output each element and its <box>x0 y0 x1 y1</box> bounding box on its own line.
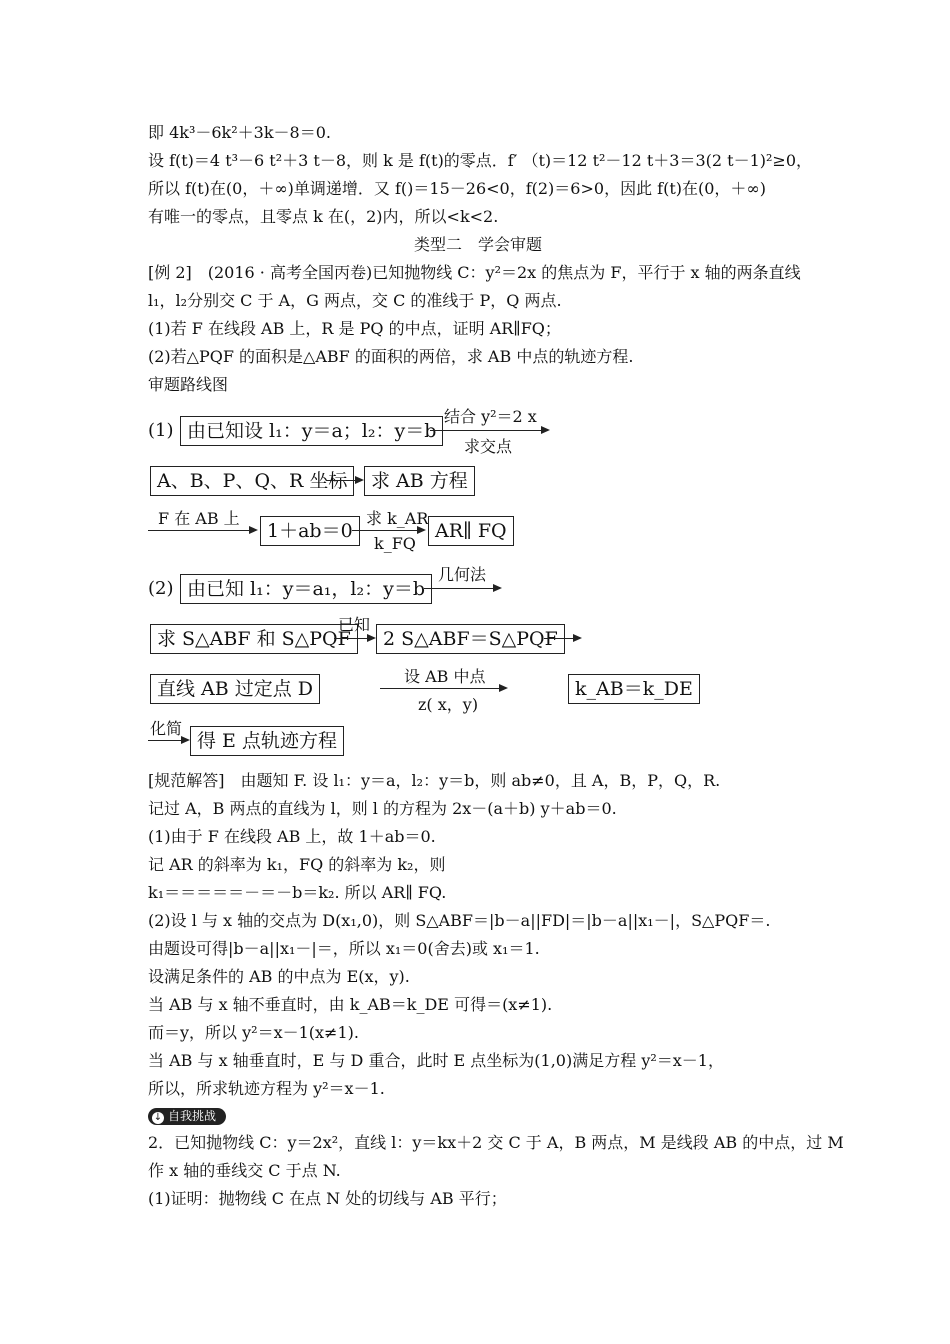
arrow-label: F 在 AB 上 <box>158 509 240 528</box>
flow-arrow <box>424 588 500 589</box>
flow-arrow <box>326 480 362 481</box>
section-title: 类型二 学会审题 <box>413 235 542 254</box>
solution-line: 而＝y，所以 y²＝x－1(x≠1). <box>148 1023 359 1042</box>
arrow-label: 化简 <box>150 719 183 738</box>
flow-arrow <box>334 638 374 639</box>
text-line: 所以 f(t)在(0，＋∞)单调递增．又 f()＝15－26<0，f(2)＝6>0，因此 f(t)在(0，＋∞) <box>148 179 766 198</box>
exercise-line: 2．已知抛物线 C：y＝2x²，直线 l：y＝kx＋2 交 C 于 A，B 两点，M 是线段 AB 的中点，过 M <box>148 1133 844 1152</box>
arrow-label: 求交点 <box>464 437 513 456</box>
arrow-label: z( x，y) <box>418 695 479 714</box>
text-line: 设 f(t)＝4 t³－6 t²＋3 t－8，则 k 是 f(t)的零点．f′ （t)＝12 t²－12 t＋3＝3(2 t－1)²≥0， <box>148 151 813 170</box>
flow-box: A、B、P、Q、R 坐标 <box>150 466 354 496</box>
flowchart-heading: 审题路线图 <box>148 375 229 394</box>
solution-line: 所以，所求轨迹方程为 y²＝x－1. <box>148 1079 385 1098</box>
part-label: (1) <box>148 420 174 441</box>
self-challenge-badge <box>148 1108 226 1125</box>
solution-line: k₁＝＝＝＝＝－＝－b＝k₂. 所以 AR∥ FQ. <box>148 883 447 902</box>
text-line: 有唯一的零点，且零点 k 在(，2)内，所以<k<2. <box>148 207 499 226</box>
flow-arrow <box>352 530 424 531</box>
flow-box: 直线 AB 过定点 D <box>150 674 320 704</box>
exercise-line: 作 x 轴的垂线交 C 于点 N. <box>148 1161 341 1180</box>
flow-box: 2 S△ABF＝S△PQF <box>376 624 565 654</box>
example-line: (1)若 F 在线段 AB 上，R 是 PQ 的中点，证明 AR∥FQ； <box>148 319 561 338</box>
arrow-label: k_FQ <box>374 534 416 553</box>
badge-label: 自我挑战 <box>168 1109 217 1123</box>
solution-line: 当 AB 与 x 轴不垂直时，由 k_AB＝k_DE 可得＝(x≠1). <box>148 995 553 1014</box>
arrow-label: 几何法 <box>438 565 487 584</box>
part-label: (2) <box>148 578 174 599</box>
flow-arrow <box>380 688 506 689</box>
solution-line: 由题设可得|b－a||x₁－|＝，所以 x₁＝0(舍去)或 x₁＝1. <box>148 939 540 958</box>
arrow-label: 求 k_AR <box>366 509 429 528</box>
exercise-line: (1)证明：抛物线 C 在点 N 处的切线与 AB 平行； <box>148 1189 507 1208</box>
flow-arrow <box>430 430 548 431</box>
example-line: [例 2] (2016 · 高考全国丙卷)已知抛物线 C：y²＝2x 的焦点为 F，平行于 x 轴的两条直线 <box>148 263 801 282</box>
arrow-label: 已知 <box>338 615 371 634</box>
arrow-label: 设 AB 中点 <box>404 667 486 686</box>
arrow-down-icon: ↓ <box>153 1112 163 1123</box>
solution-line: (1)由于 F 在线段 AB 上，故 1＋ab＝0. <box>148 827 436 846</box>
solution-line: 记 AR 的斜率为 k₁，FQ 的斜率为 k₂，则 <box>148 855 446 874</box>
flow-box: AR∥ FQ <box>428 516 514 546</box>
flow-arrow <box>544 638 580 639</box>
flow-box: 由已知 l₁：y＝a₁，l₂：y＝b <box>180 574 432 604</box>
solution-line: (2)设 l 与 x 轴的交点为 D(x₁,0)，则 S△ABF＝|b－a||FD|＝|b－a||x₁－|，S△PQF＝. <box>148 911 771 930</box>
flow-box: 求 AB 方程 <box>364 466 475 496</box>
flow-arrow <box>148 530 256 531</box>
flowchart <box>148 406 808 766</box>
solution-line: 当 AB 与 x 轴垂直时，E 与 D 重合，此时 E 点坐标为(1,0)满足方程 y²＝x－1， <box>148 1051 724 1070</box>
example-line: (2)若△PQF 的面积是△ABF 的面积的两倍，求 AB 中点的轨迹方程. <box>148 347 634 366</box>
solution-line: 设满足条件的 AB 的中点为 E(x，y). <box>148 967 410 986</box>
flow-box: 得 E 点轨迹方程 <box>190 726 344 756</box>
flow-arrow <box>148 740 188 741</box>
solution-line: 记过 A，B 两点的直线为 l，则 l 的方程为 2x－(a＋b) y＋ab＝0. <box>148 799 617 818</box>
text-line: 即 4k³－6k²＋3k－8＝0. <box>148 123 331 142</box>
flow-box: 1＋ab＝0 <box>260 516 360 546</box>
flow-box: 由已知设 l₁：y＝a；l₂：y＝b <box>180 416 443 446</box>
example-line: l₁，l₂分别交 C 于 A，G 两点，交 C 的准线于 P，Q 两点. <box>148 291 562 310</box>
flow-box: 求 S△ABF 和 S△PQF <box>150 624 358 654</box>
arrow-label: 结合 y²＝2 x <box>444 407 537 426</box>
solution-line: [规范解答] 由题知 F. 设 l₁：y＝a，l₂：y＝b，则 ab≠0，且 A，B，P，Q，R. <box>148 771 721 790</box>
flow-box: k_AB＝k_DE <box>568 674 700 704</box>
